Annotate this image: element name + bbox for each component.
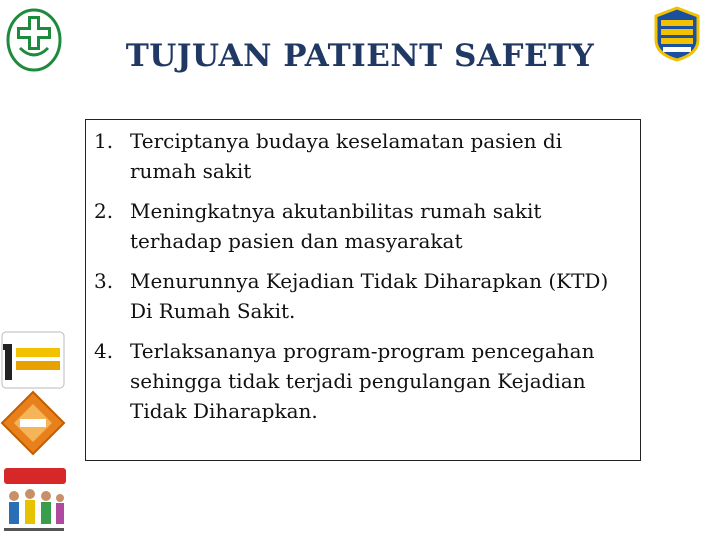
list-item-text: Terlaksananya program-program pencegahan sehingga tidak terjadi pengulangan Kejadian Tidak Diharapkan. <box>130 339 595 423</box>
patient-safety-people-icon <box>0 464 70 538</box>
list-item <box>94 196 632 256</box>
list-item-number: 2. <box>94 199 114 223</box>
list-item <box>94 336 632 426</box>
list-item <box>94 126 632 186</box>
list-item-number: 4. <box>94 339 114 363</box>
list-item-text: Menurunnya Kejadian Tidak Diharapkan (KTD) Di Rumah Sakit. <box>130 269 609 323</box>
list-item <box>94 266 632 326</box>
goals-box <box>85 119 641 461</box>
patient-safety-badge <box>652 6 702 62</box>
list-item-number: 1. <box>94 129 114 153</box>
list-item-number: 3. <box>94 269 114 293</box>
page-title: TUJUAN PATIENT SAFETY <box>125 38 595 74</box>
goal-list <box>94 126 632 426</box>
safety-diamond-icon <box>0 390 66 456</box>
bakti-husada-logo <box>6 8 62 72</box>
list-item-text: Terciptanya budaya keselamatan pasien di rumah sakit <box>130 129 563 183</box>
list-item-text: Meningkatnya akutanbilitas rumah sakit terhadap pasien dan masyarakat <box>130 199 542 253</box>
patient-safety-number-one-icon <box>0 330 66 390</box>
